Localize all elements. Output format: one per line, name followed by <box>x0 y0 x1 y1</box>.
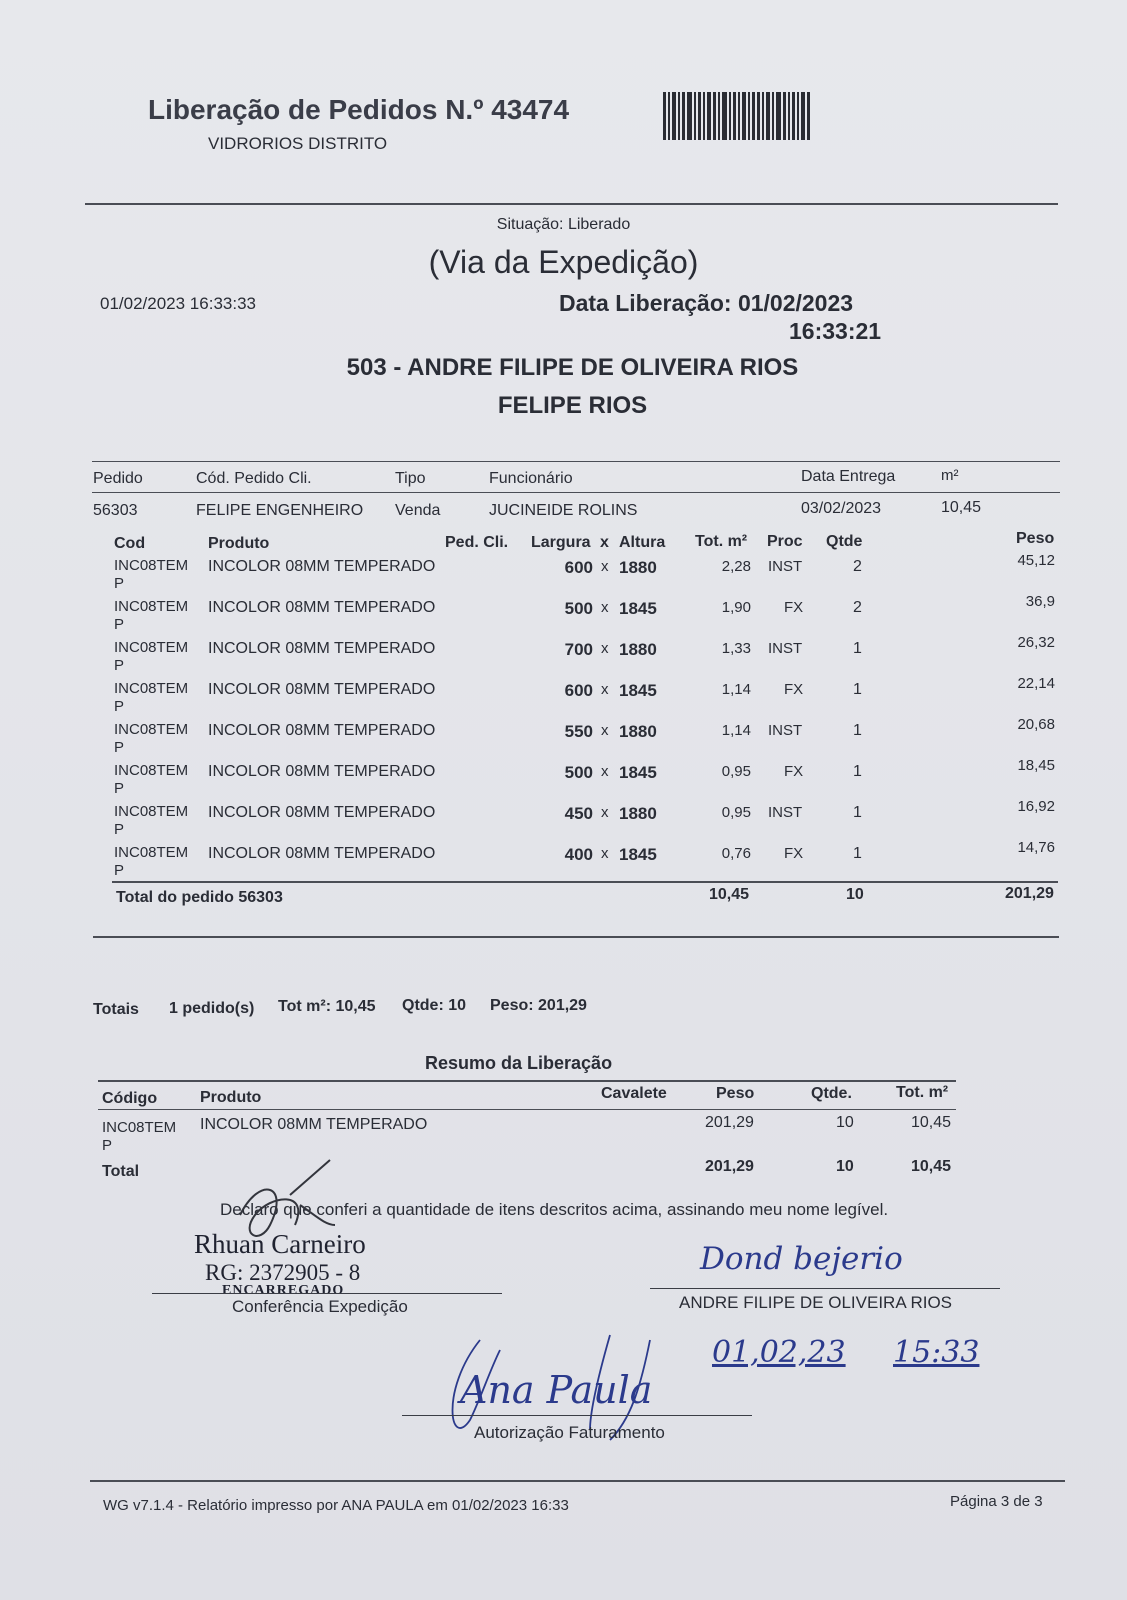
barcode-bar <box>792 92 795 140</box>
item-width: 550 <box>564 722 593 741</box>
order-header-bottom-rule <box>92 492 1060 493</box>
item-height: 1845 <box>619 845 657 864</box>
item-tot-m2: 2,28 <box>721 558 751 575</box>
item-product: INCOLOR 08MM TEMPERADO <box>208 558 436 575</box>
item-qtde: 1 <box>853 640 862 657</box>
item-product: INCOLOR 08MM TEMPERADO <box>208 845 436 862</box>
item-height: 1845 <box>619 681 657 700</box>
item-x: x <box>601 804 609 821</box>
item-code <box>114 639 188 675</box>
barcode-bar <box>668 92 670 140</box>
conferencia-label: Conferência Expedição <box>232 1297 408 1316</box>
handwritten-time: 15:33 <box>893 1335 980 1370</box>
item-proc: INST <box>768 640 803 657</box>
order-employee: JUCINEIDE ROLINS <box>489 502 638 519</box>
summary-title: Resumo da Liberação <box>425 1053 613 1073</box>
item-width: 400 <box>564 845 593 864</box>
barcode-bar <box>713 92 716 140</box>
item-peso: 45,12 <box>1017 552 1055 569</box>
item-x: x <box>601 640 609 657</box>
items-col-peso: Peso <box>1016 530 1055 547</box>
release-date: Data Liberação: 01/02/2023 <box>559 290 854 316</box>
summary-total-tot-m2: 10,45 <box>911 1158 952 1175</box>
item-code <box>114 762 188 798</box>
stamp-role: ENCARREGADO <box>222 1283 345 1298</box>
barcode-bar <box>762 92 764 140</box>
summary-col-tot-m2: Tot. m² <box>896 1084 949 1101</box>
item-peso: 14,76 <box>1017 839 1055 856</box>
barcode-bar <box>678 92 680 140</box>
item-x: x <box>601 599 609 616</box>
barcode-bar <box>703 92 705 140</box>
status-text: Situação: Liberado <box>496 216 631 233</box>
order-client-code: FELIPE ENGENHEIRO <box>196 502 364 519</box>
summary-col-peso: Peso <box>716 1085 755 1102</box>
barcode-bar <box>776 92 781 140</box>
item-height: 1880 <box>619 558 657 577</box>
item-qtde: 1 <box>853 681 862 698</box>
order-header-top-rule <box>92 461 1060 462</box>
item-x: x <box>601 722 609 739</box>
client-name: 503 - ANDRE FILIPE DE OLIVEIRA RIOS <box>346 354 799 381</box>
item-tot-m2: 0,76 <box>721 845 751 862</box>
item-width: 600 <box>564 558 593 577</box>
barcode-bar <box>672 92 676 140</box>
col-cod-pedido-cli-header: Cód. Pedido Cli. <box>196 470 312 487</box>
item-code-line1: INC08TEM <box>114 844 189 861</box>
summary-row-code-line1: INC08TEM <box>102 1119 177 1136</box>
item-qtde: 1 <box>853 804 862 821</box>
autorizacao-label: Autorização Faturamento <box>474 1423 665 1442</box>
print-datetime: 01/02/2023 16:33:33 <box>100 294 256 313</box>
item-height: 1880 <box>619 640 657 659</box>
barcode <box>663 92 835 140</box>
barcode-bar <box>682 92 685 140</box>
item-code-line1: INC08TEM <box>114 598 189 615</box>
items-col-tot-m2: Tot. m² <box>695 533 748 550</box>
client-handwritten-signature: Dond bejerio <box>700 1241 903 1277</box>
col-funcionario-header: Funcionário <box>489 470 573 487</box>
order-total-peso: 201,29 <box>1005 885 1054 902</box>
item-code-line2: P <box>114 575 125 592</box>
summary-total-peso: 201,29 <box>705 1158 754 1175</box>
item-proc: FX <box>784 763 804 780</box>
copy-type-title: (Via da Expedição) <box>428 244 699 280</box>
items-col-ped-cli: Ped. Cli. <box>445 534 509 551</box>
item-product: INCOLOR 08MM TEMPERADO <box>208 763 436 780</box>
item-qtde: 2 <box>853 558 862 575</box>
item-qtde: 2 <box>853 599 862 616</box>
stamp-rg: RG: 2372905 - 8 <box>205 1260 361 1285</box>
order-total-label: Total do pedido 56303 <box>116 889 283 906</box>
declaration-text: Declaro que conferi a quantidade de itens descritos acima, assinando meu nome legível. <box>220 1200 889 1219</box>
client-signature-line <box>650 1288 1000 1289</box>
item-peso: 26,32 <box>1017 634 1055 651</box>
item-code <box>114 598 188 634</box>
item-width: 450 <box>564 804 593 823</box>
item-product: INCOLOR 08MM TEMPERADO <box>208 640 436 657</box>
item-x: x <box>601 558 609 575</box>
item-proc: FX <box>784 845 804 862</box>
items-col-cod: Cod <box>114 535 146 552</box>
release-time: 16:33:21 <box>789 318 882 344</box>
barcode-bar <box>694 92 696 140</box>
item-code <box>114 844 188 880</box>
totals-qtde: Qtde: 10 <box>402 997 467 1014</box>
conferencia-signature-line <box>152 1293 502 1294</box>
item-tot-m2: 1,33 <box>721 640 751 657</box>
barcode-bar <box>742 92 746 140</box>
barcode-bar <box>687 92 692 140</box>
order-type: Venda <box>395 502 441 519</box>
header-divider <box>85 203 1058 205</box>
totals-label: Totais <box>93 1001 139 1018</box>
barcode-bar <box>801 92 805 140</box>
item-product: INCOLOR 08MM TEMPERADO <box>208 681 436 698</box>
items-col-proc: Proc <box>767 533 803 550</box>
totals-m2: Tot m²: 10,45 <box>278 998 376 1015</box>
item-height: 1845 <box>619 763 657 782</box>
item-peso: 20,68 <box>1017 716 1055 733</box>
summary-col-cavalete: Cavalete <box>601 1085 667 1102</box>
item-code <box>114 721 188 757</box>
summary-row-code-line2: P <box>102 1137 113 1154</box>
item-peso: 22,14 <box>1017 675 1055 692</box>
item-product: INCOLOR 08MM TEMPERADO <box>208 599 436 616</box>
item-code-line1: INC08TEM <box>114 762 189 779</box>
col-m2-header: m² <box>941 467 959 484</box>
summary-total-qtde: 10 <box>836 1158 854 1175</box>
summary-col-codigo: Código <box>102 1090 158 1107</box>
footer-printed-by: WG v7.1.4 - Relatório impresso por ANA PAULA em 01/02/2023 16:33 <box>103 1497 569 1514</box>
item-tot-m2: 1,90 <box>721 599 751 616</box>
barcode-bar <box>766 92 770 140</box>
item-code <box>114 557 188 593</box>
items-col-altura: Altura <box>619 534 666 551</box>
items-col-x: x <box>600 534 609 551</box>
item-x: x <box>601 763 609 780</box>
item-code <box>114 803 188 839</box>
stamp-name: Rhuan Carneiro <box>194 1229 366 1259</box>
summary-header-rule <box>98 1109 956 1110</box>
client-signature-label: ANDRE FILIPE DE OLIVEIRA RIOS <box>679 1293 953 1312</box>
barcode-bar <box>752 92 755 140</box>
barcode-bar <box>718 92 720 140</box>
item-proc: INST <box>768 558 803 575</box>
item-qtde: 1 <box>853 763 862 780</box>
barcode-bar <box>748 92 750 140</box>
conferencia-signature-scrawl <box>200 1155 340 1265</box>
client-nickname: FELIPE RIOS <box>497 392 648 419</box>
item-height: 1845 <box>619 599 657 618</box>
item-peso: 18,45 <box>1017 757 1055 774</box>
item-width: 500 <box>564 599 593 618</box>
item-product: INCOLOR 08MM TEMPERADO <box>208 722 436 739</box>
summary-row-peso: 201,29 <box>705 1114 754 1131</box>
order-total-rule <box>112 881 1058 883</box>
barcode-bar <box>772 92 774 140</box>
item-code-line1: INC08TEM <box>114 803 189 820</box>
item-width: 700 <box>564 640 593 659</box>
summary-row-qtde: 10 <box>836 1114 854 1131</box>
item-code-line2: P <box>114 862 125 879</box>
order-delivery-date: 03/02/2023 <box>801 500 882 517</box>
barcode-bar <box>707 92 711 140</box>
item-code-line1: INC08TEM <box>114 557 189 574</box>
item-proc: FX <box>784 681 804 698</box>
company-name: VIDRORIOS DISTRITO <box>208 134 388 153</box>
item-code-line2: P <box>114 821 125 838</box>
item-code-line1: INC08TEM <box>114 721 189 738</box>
summary-top-rule <box>98 1080 956 1082</box>
summary-col-qtde: Qtde. <box>811 1085 852 1102</box>
item-code <box>114 680 188 716</box>
summary-row-tot-m2: 10,45 <box>911 1114 952 1131</box>
barcode-bar <box>663 92 666 140</box>
item-qtde: 1 <box>853 845 862 862</box>
barcode-bar <box>797 92 799 140</box>
barcode-bar <box>788 92 790 140</box>
order-m2: 10,45 <box>941 499 982 516</box>
item-code-line2: P <box>114 739 125 756</box>
item-tot-m2: 0,95 <box>721 804 751 821</box>
barcode-bar <box>783 92 786 140</box>
items-col-produto: Produto <box>208 535 270 552</box>
items-col-largura: Largura <box>531 534 591 551</box>
item-peso: 16,92 <box>1017 798 1055 815</box>
item-height: 1880 <box>619 804 657 823</box>
summary-row-code <box>102 1119 176 1155</box>
order-end-rule <box>93 936 1059 938</box>
order-number: 56303 <box>93 502 138 519</box>
item-code-line2: P <box>114 780 125 797</box>
totals-orders: 1 pedido(s) <box>169 1000 255 1017</box>
summary-total-label: Total <box>102 1163 140 1180</box>
item-width: 500 <box>564 763 593 782</box>
summary-row-product: INCOLOR 08MM TEMPERADO <box>200 1116 428 1133</box>
item-x: x <box>601 845 609 862</box>
handwritten-date: 01,02,23 <box>712 1335 846 1370</box>
item-product: INCOLOR 08MM TEMPERADO <box>208 804 436 821</box>
item-x: x <box>601 681 609 698</box>
summary-col-produto: Produto <box>200 1089 262 1106</box>
document-title: Liberação de Pedidos N.º 43474 <box>148 94 570 125</box>
order-total-qtde: 10 <box>846 886 864 903</box>
barcode-bar <box>757 92 760 140</box>
item-width: 600 <box>564 681 593 700</box>
item-tot-m2: 1,14 <box>721 722 751 739</box>
item-code-line1: INC08TEM <box>114 680 189 697</box>
item-code-line2: P <box>114 616 125 633</box>
footer-rule <box>90 1480 1065 1482</box>
totals-peso: Peso: 201,29 <box>490 997 587 1014</box>
col-data-entrega-header: Data Entrega <box>801 468 896 485</box>
item-proc: INST <box>768 722 803 739</box>
col-pedido-header: Pedido <box>93 470 143 487</box>
item-proc: FX <box>784 599 804 616</box>
item-qtde: 1 <box>853 722 862 739</box>
items-col-qtde: Qtde <box>826 533 863 550</box>
barcode-bar <box>722 92 727 140</box>
col-tipo-header: Tipo <box>395 470 426 487</box>
barcode-bar <box>729 92 731 140</box>
item-tot-m2: 1,14 <box>721 681 751 698</box>
autorizacao-handwritten-signature: Ana Paula <box>460 1368 653 1412</box>
footer-page-number: Página 3 de 3 <box>950 1493 1043 1510</box>
item-height: 1880 <box>619 722 657 741</box>
item-code-line2: P <box>114 657 125 674</box>
barcode-bar <box>807 92 810 140</box>
order-total-m2: 10,45 <box>709 886 750 903</box>
item-tot-m2: 0,95 <box>721 763 751 780</box>
item-peso: 36,9 <box>1025 593 1055 610</box>
item-code-line1: INC08TEM <box>114 639 189 656</box>
barcode-bar <box>738 92 740 140</box>
autorizacao-signature-line <box>402 1415 752 1416</box>
item-code-line2: P <box>114 698 125 715</box>
item-proc: INST <box>768 804 803 821</box>
barcode-bar <box>733 92 736 140</box>
barcode-bar <box>698 92 701 140</box>
